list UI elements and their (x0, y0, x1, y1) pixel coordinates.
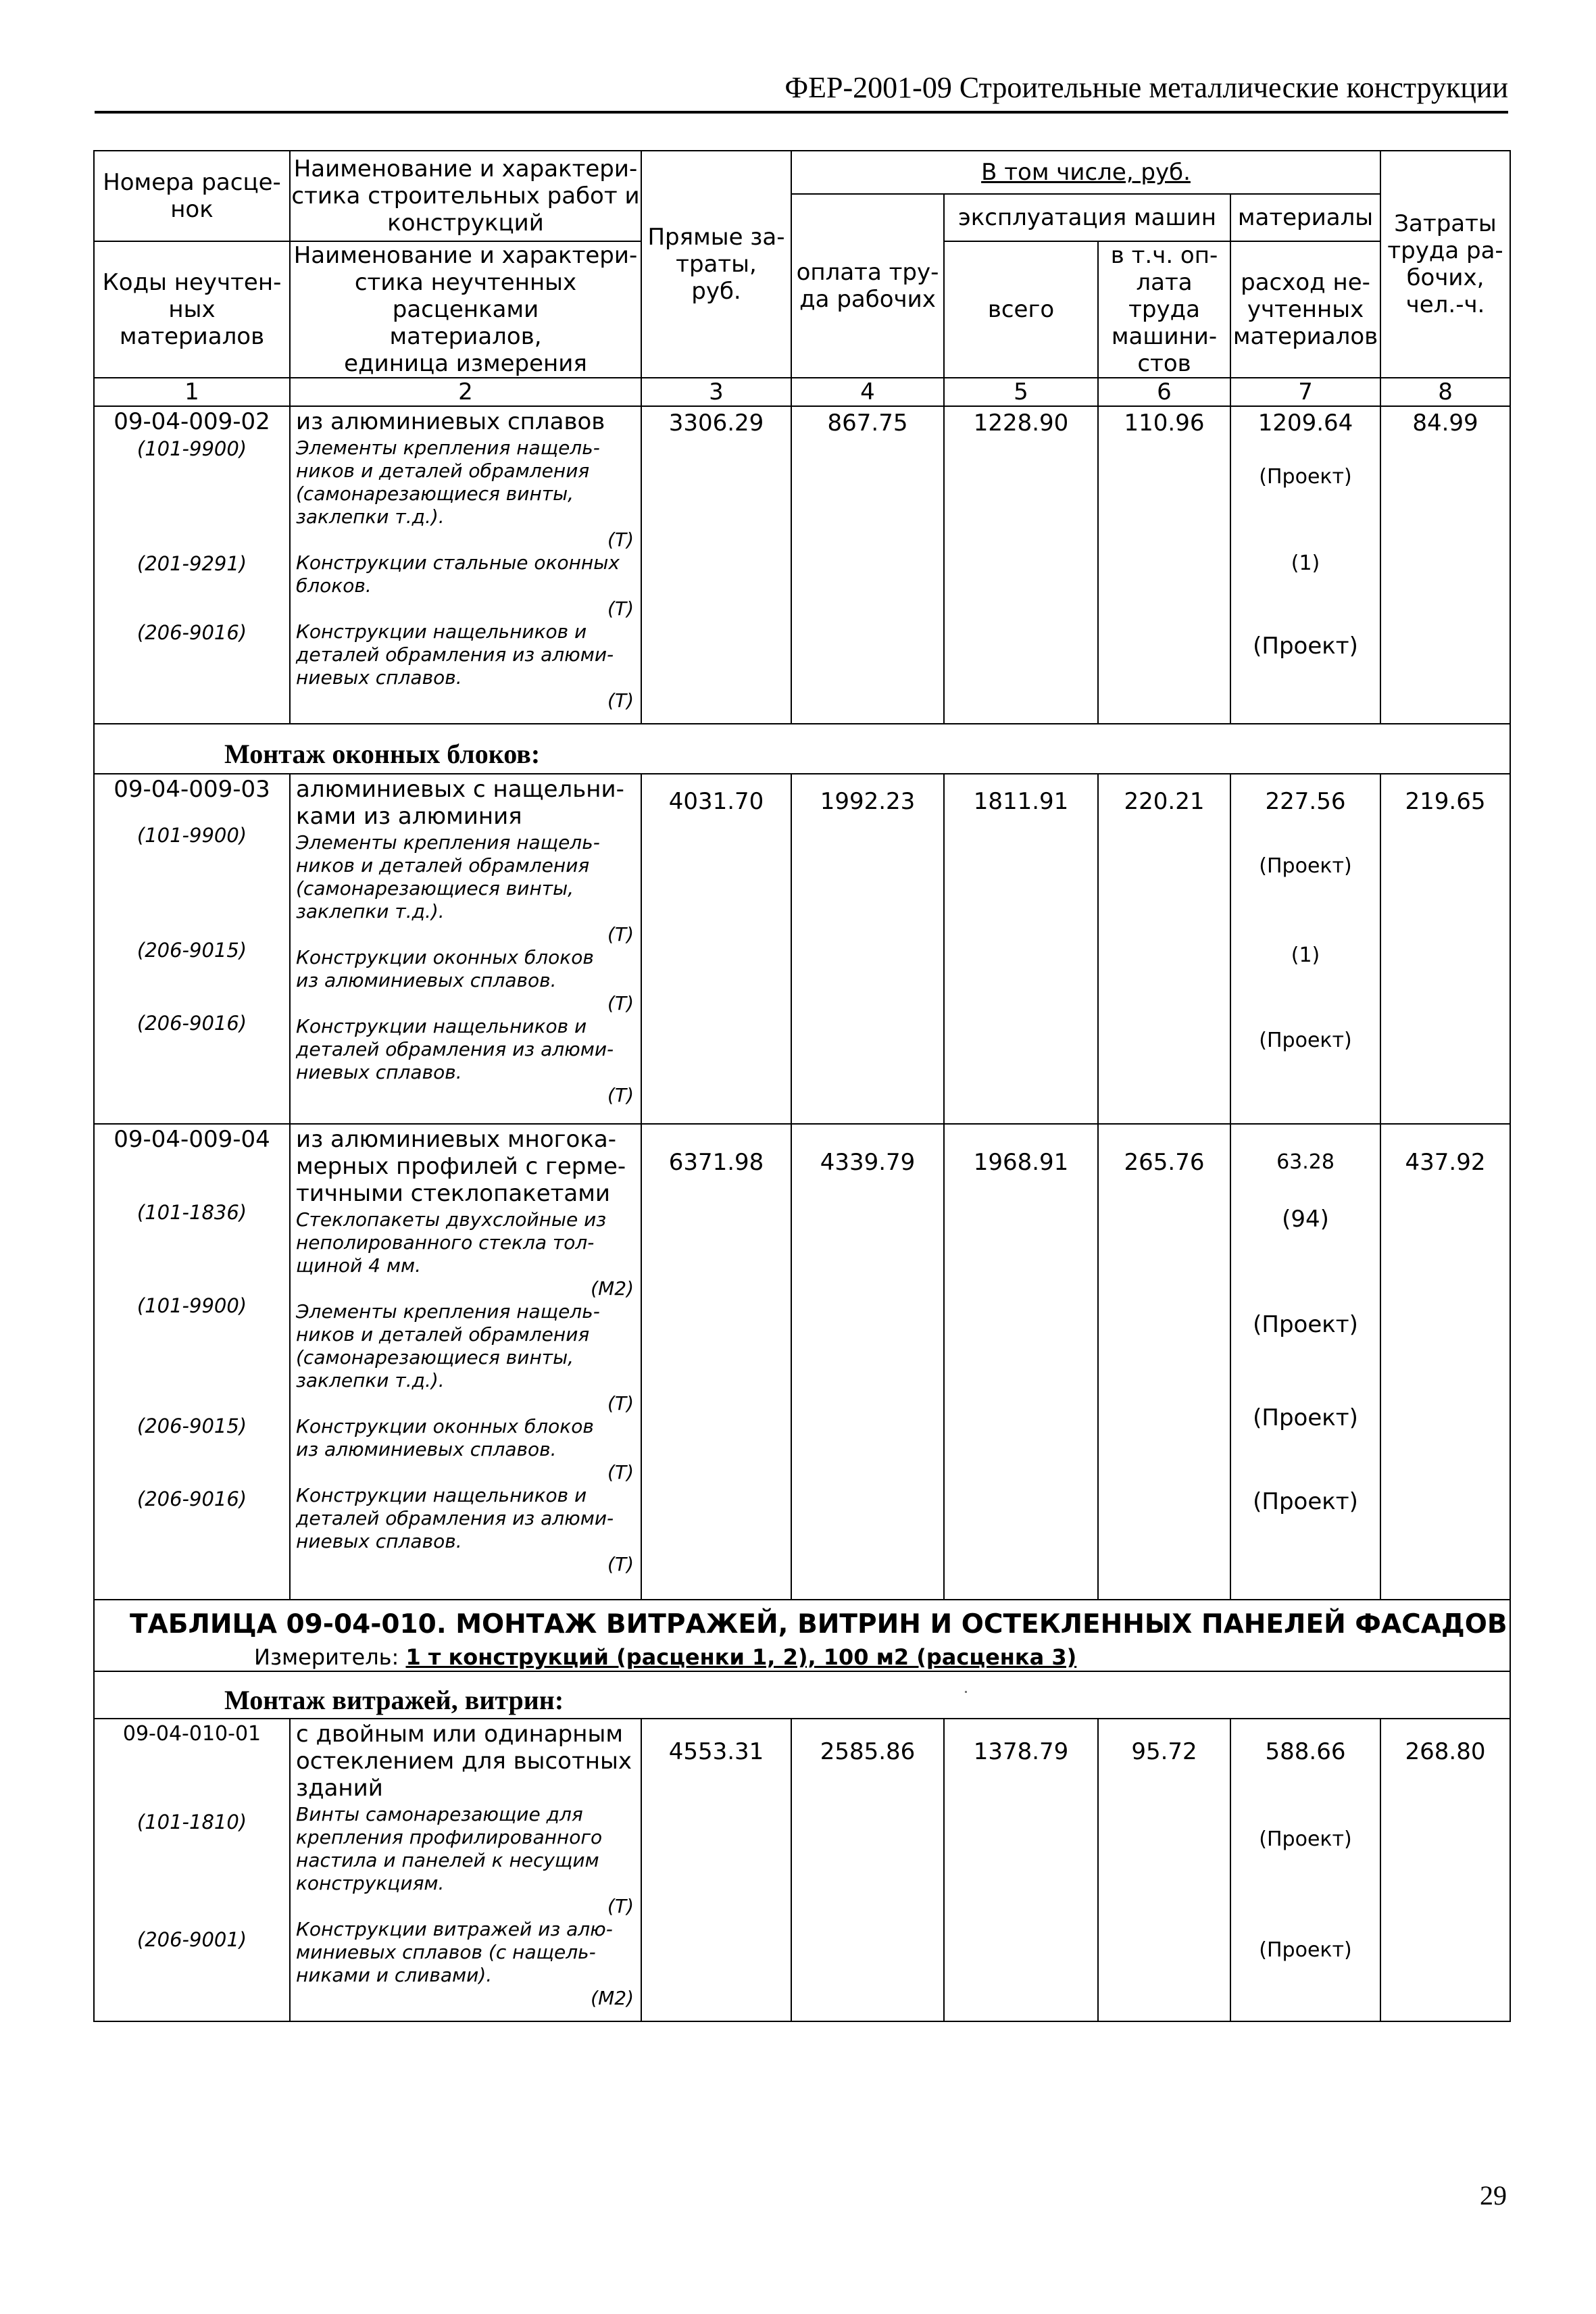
material-name: Винты самонарезающие для крепления профилированного настила и панелей к несущим конструкциям. (296, 1803, 603, 1894)
rate-name: с двойным или одинарным остеклением для высотных зданий (296, 1721, 632, 1802)
labor-pay-value: 4339.79 (820, 1149, 916, 1176)
section-title: Монтаж витражей, витрин: (224, 1685, 564, 1715)
materials-value: 63.28 (1276, 1150, 1335, 1174)
col-number: 3 (641, 378, 791, 406)
meter-value: 1 т конструкций (расценки 1, 2), 100 м2 (расценка 3) (405, 1644, 1077, 1670)
col-number: 2 (290, 378, 641, 406)
machinist-pay-value: 220.21 (1124, 788, 1205, 815)
rate-code-cell (94, 1719, 290, 2021)
table-row (94, 406, 1510, 724)
rate-code: 09-04-010-01 (122, 1722, 261, 1746)
header-unaccounted-materials: расход не- учтенных материалов (1230, 241, 1380, 378)
rates-table (93, 150, 1511, 2022)
page-number: 29 (1480, 2180, 1507, 2211)
header-machinist-pay: в т.ч. оп- лата труда машини- стов (1098, 241, 1230, 378)
material-code: (101-1810) (136, 1811, 247, 1833)
material-code: (206-9015) (136, 939, 247, 962)
labor-pay-value: 1992.23 (820, 788, 916, 815)
header-machines: эксплуатация машин (944, 194, 1230, 241)
labor-hours-value: 437.92 (1405, 1149, 1486, 1176)
rate-code: 09-04-009-03 (114, 776, 270, 803)
material-name: Элементы крепления нащель- ников и деталей обрамления (самонарезающиеся винты, заклепки т.д.). (296, 1300, 600, 1392)
machinist-pay-value: 95.72 (1131, 1738, 1197, 1765)
rate-name-cell (290, 1124, 641, 1600)
col-number: 8 (1380, 378, 1510, 406)
labor-hours-value: 268.80 (1405, 1738, 1486, 1765)
material-quantity: (Проект) (1253, 1404, 1358, 1431)
material-name: Конструкции оконных блоков из алюминиевых сплавов. (296, 946, 594, 991)
table-row (94, 1124, 1510, 1600)
material-unit: (Т) (607, 1461, 634, 1483)
header-materials: материалы (1230, 194, 1380, 241)
material-name: Элементы крепления нащель- ников и деталей обрамления (самонарезающиеся винты, заклепки т.д.). (296, 437, 600, 528)
machinist-pay-value: 110.96 (1124, 410, 1205, 437)
scan-speck (965, 1691, 967, 1693)
rate-name: из алюминиевых сплавов (296, 408, 605, 435)
header-direct-costs: Прямые за- траты, руб. (641, 151, 791, 378)
machines-total-value: 1378.79 (973, 1738, 1069, 1765)
material-unit: (Т) (607, 689, 634, 712)
rate-code-cell (94, 406, 290, 724)
material-unit: (Т) (607, 1392, 634, 1414)
material-unit: (Т) (607, 1553, 634, 1575)
material-code: (206-9016) (136, 1012, 247, 1035)
header-work-name: Наименование и характери- стика строительных работ и конструкций (290, 151, 641, 241)
material-unit: (Т) (607, 597, 634, 620)
material-code: (206-9015) (136, 1414, 247, 1437)
material-unit: (М2) (591, 1987, 634, 2009)
header-including: В том числе, руб. (791, 151, 1380, 194)
rate-code: 09-04-009-04 (114, 1126, 270, 1153)
meter-label: Измеритель: (254, 1644, 399, 1670)
material-code: (206-9016) (136, 1487, 247, 1510)
material-unit: (Т) (607, 528, 634, 551)
header-rate-numbers: Номера расце- нок (94, 151, 290, 241)
material-code: (101-9900) (136, 437, 247, 460)
material-quantity: (Проект) (1259, 854, 1352, 878)
section-row (94, 724, 1510, 774)
material-quantity: (Проект) (1253, 633, 1358, 660)
material-quantity: (Проект) (1259, 1827, 1352, 1851)
machines-total-value: 1811.91 (973, 788, 1069, 815)
table-row (94, 1719, 1510, 2021)
material-name: Конструкции стальные оконных блоков. (296, 551, 620, 597)
col-number: 4 (791, 378, 944, 406)
rate-name-cell (290, 1719, 641, 2021)
rate-name: алюминиевых с нащельни- ками из алюминия (296, 776, 624, 830)
rates-table-frame (93, 150, 1510, 2009)
material-quantity: (1) (1291, 551, 1320, 575)
header-rule (95, 111, 1508, 114)
running-header: ФЕР-2001-09 Строительные металлические конструкции (784, 71, 1508, 104)
material-quantity: (Проект) (1259, 1938, 1352, 1962)
section-title: Монтаж оконных блоков: (224, 739, 541, 769)
material-code: (101-1836) (136, 1201, 247, 1224)
direct-costs-value: 4553.31 (668, 1738, 764, 1765)
col-number: 6 (1098, 378, 1230, 406)
col-number: 7 (1230, 378, 1380, 406)
material-quantity: (Проект) (1259, 465, 1352, 489)
material-unit: (Т) (607, 923, 634, 945)
material-unit: (М2) (591, 1277, 634, 1300)
table-caption: ТАБЛИЦА 09-04-010. МОНТАЖ ВИТРАЖЕЙ, ВИТРИН И ОСТЕКЛЕННЫХ ПАНЕЛЕЙ ФАСАДОВ (130, 1609, 1507, 1640)
section-row (94, 1671, 1510, 1719)
material-name: Элементы крепления нащель- ников и деталей обрамления (самонарезающиеся винты, заклепки т.д.). (296, 831, 600, 922)
labor-hours-value: 219.65 (1405, 788, 1486, 815)
header-machines-total: всего (944, 241, 1098, 378)
table-row (94, 774, 1510, 1124)
material-name: Конструкции нащельников и деталей обрамления из алюми- ниевых сплавов. (296, 1015, 614, 1083)
col-number: 1 (94, 378, 290, 406)
labor-pay-value: 2585.86 (820, 1738, 916, 1765)
materials-value: 227.56 (1265, 788, 1346, 815)
header-labor-costs: Затраты труда ра- бочих, чел.-ч. (1380, 151, 1510, 378)
material-unit: (Т) (607, 1895, 634, 1917)
meter-line (95, 1641, 1510, 1671)
material-unit: (Т) (607, 992, 634, 1014)
direct-costs-value: 3306.29 (668, 410, 764, 437)
material-quantity: (94) (1282, 1206, 1329, 1233)
materials-value: 1209.64 (1257, 410, 1353, 437)
direct-costs-value: 6371.98 (668, 1149, 764, 1176)
labor-pay-value: 867.75 (827, 410, 908, 437)
rate-name-cell (290, 406, 641, 724)
material-name: Конструкции витражей из алю- миниевых сплавов (с нащель- никами и сливами). (296, 1918, 613, 1986)
material-quantity: (1) (1291, 943, 1320, 967)
rate-code-cell (94, 774, 290, 1124)
machines-total-value: 1968.91 (973, 1149, 1069, 1176)
rate-name-cell (290, 774, 641, 1124)
machines-total-value: 1228.90 (973, 410, 1069, 437)
header-col1-bottom: Коды неучтен- ных материалов (94, 241, 290, 378)
material-code: (206-9001) (136, 1928, 247, 1951)
material-quantity: (Проект) (1253, 1488, 1358, 1515)
table-caption-row (94, 1600, 1510, 1671)
rate-code: 09-04-009-02 (114, 408, 270, 435)
labor-hours-value: 84.99 (1412, 410, 1478, 437)
material-code: (201-9291) (136, 552, 247, 575)
material-name: Конструкции нащельников и деталей обрамления из алюми- ниевых сплавов. (296, 1484, 614, 1552)
material-name: Конструкции нащельников и деталей обрамления из алюми- ниевых сплавов. (296, 620, 614, 689)
material-code: (101-9900) (136, 1294, 247, 1317)
machinist-pay-value: 265.76 (1124, 1149, 1205, 1176)
material-code: (101-9900) (136, 824, 247, 847)
direct-costs-value: 4031.70 (668, 788, 764, 815)
header-col2-bottom: Наименование и характери- стика неучтенных расценками материалов, единица измерения (290, 241, 641, 378)
material-quantity: (Проект) (1253, 1311, 1358, 1338)
rate-code-cell (94, 1124, 290, 1600)
rate-name: из алюминиевых многока- мерных профилей с герме- тичными стеклопакетами (296, 1126, 626, 1207)
materials-value: 588.66 (1265, 1738, 1346, 1765)
material-name: Стеклопакеты двухслойные из неполированного стекла тол- щиной 4 мм. (296, 1208, 607, 1277)
material-name: Конструкции оконных блоков из алюминиевых сплавов. (296, 1415, 594, 1460)
material-unit: (Т) (607, 1084, 634, 1106)
col-number: 5 (944, 378, 1098, 406)
material-code: (206-9016) (136, 621, 247, 644)
header-labor-pay: оплата тру- да рабочих (791, 194, 944, 378)
material-quantity: (Проект) (1259, 1029, 1352, 1052)
